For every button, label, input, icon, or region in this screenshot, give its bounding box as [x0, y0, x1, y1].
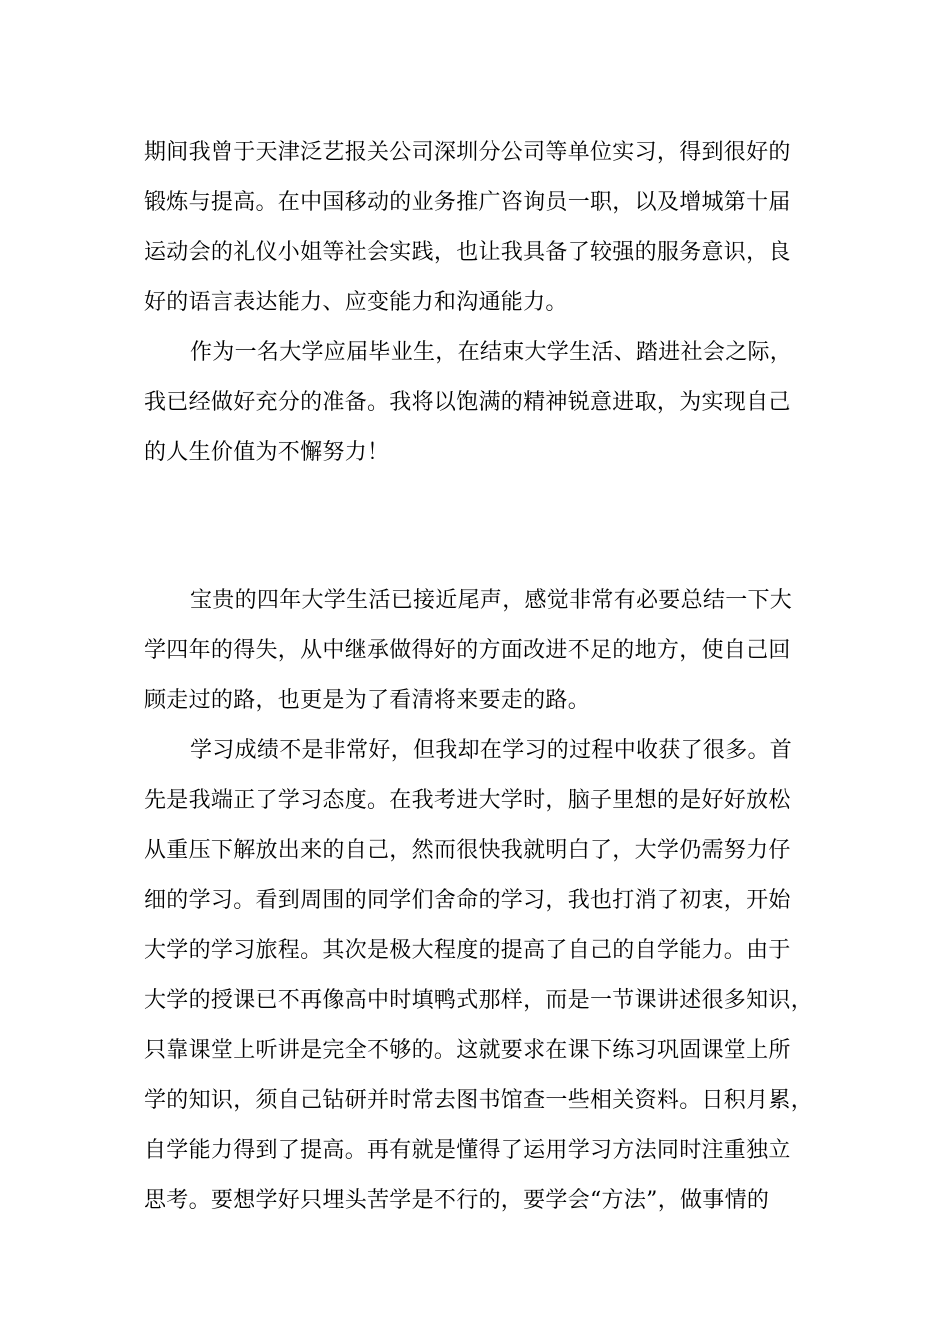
text-line: 期间我曾于天津泛艺报关公司深圳分公司等单位实习，得到很好的 — [144, 140, 791, 165]
text-line: 先是我端正了学习态度。在我考进大学时，脑子里想的是好好放松 — [144, 788, 791, 813]
text-line: 作为一名大学应届毕业生，在结束大学生活、踏进社会之际， — [190, 340, 793, 365]
text-line: 自学能力得到了提高。再有就是懂得了运用学习方法同时注重独立 — [144, 1138, 791, 1163]
text-line: 学的知识，须自己钻研并时常去图书馆查一些相关资料。日积月累， — [144, 1088, 814, 1113]
text-line: 我已经做好充分的准备。我将以饱满的精神锐意进取，为实现自己 — [144, 390, 791, 415]
text-line: 的人生价值为不懈努力！ — [144, 440, 390, 465]
text-line: 学四年的得失，从中继承做得好的方面改进不足的地方，使自己回 — [144, 638, 791, 663]
text-line: 只靠课堂上听讲是完全不够的。这就要求在课下练习巩固课堂上所 — [144, 1038, 791, 1063]
text-line: 大学的学习旅程。其次是极大程度的提高了自己的自学能力。由于 — [144, 938, 791, 963]
text-line: 从重压下解放出来的自己，然而很快我就明白了，大学仍需努力仔 — [144, 838, 791, 863]
text-line: 细的学习。看到周围的同学们舍命的学习，我也打消了初衷，开始 — [144, 888, 791, 913]
text-line: 顾走过的路，也更是为了看清将来要走的路。 — [144, 688, 591, 713]
text-line: 宝贵的四年大学生活已接近尾声，感觉非常有必要总结一下大 — [190, 588, 793, 613]
text-line: 思考。要想学好只埋头苦学是不行的，要学会“方法”，做事情的 — [144, 1188, 770, 1213]
text-line: 大学的授课已不再像高中时填鸭式那样，而是一节课讲述很多知识， — [144, 988, 814, 1013]
text-line: 学习成绩不是非常好，但我却在学习的过程中收获了很多。首 — [190, 738, 793, 763]
text-line: 运动会的礼仪小姐等社会实践，也让我具备了较强的服务意识，良 — [144, 240, 791, 265]
text-line: 锻炼与提高。在中国移动的业务推广咨询员一职，以及增城第十届 — [144, 190, 791, 215]
text-line: 好的语言表达能力、应变能力和沟通能力。 — [144, 290, 568, 315]
